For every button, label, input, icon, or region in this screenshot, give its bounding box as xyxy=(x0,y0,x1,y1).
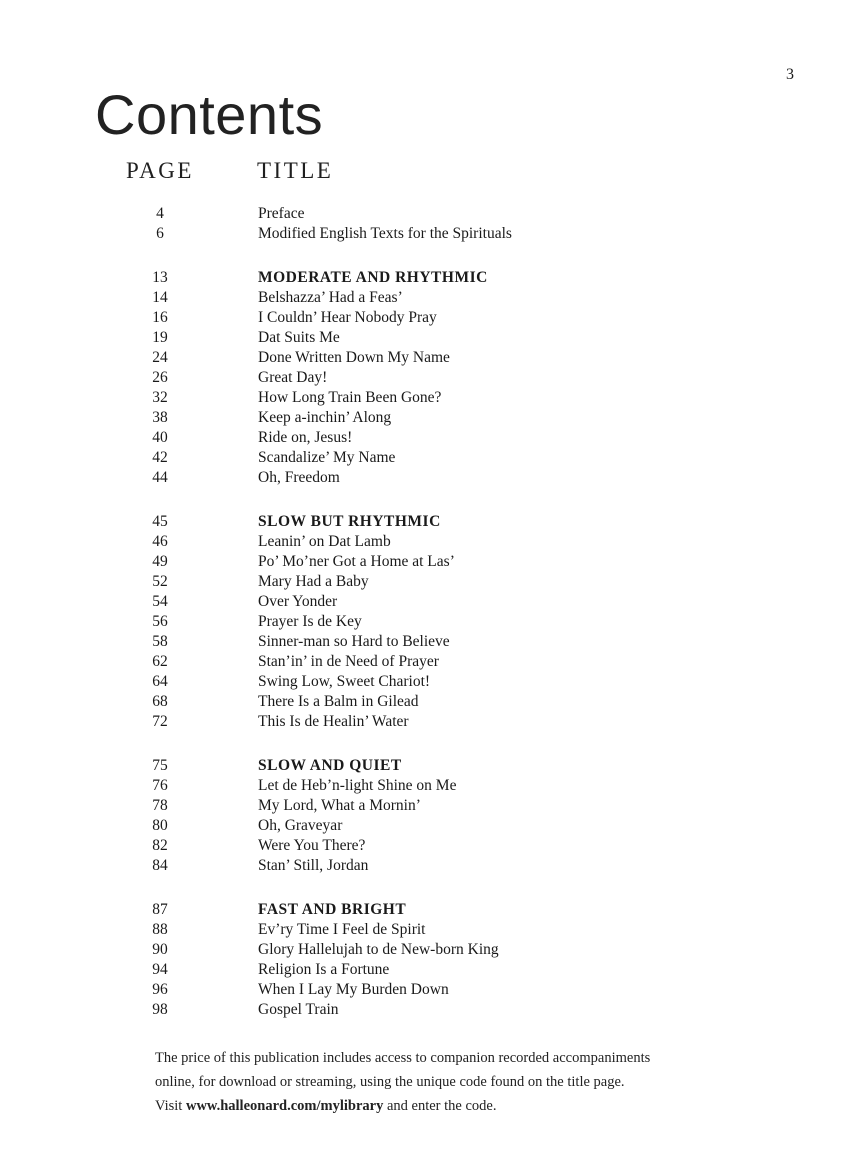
toc-title: Religion Is a Fortune xyxy=(258,961,390,978)
toc-row xyxy=(0,692,864,712)
toc-section xyxy=(0,204,864,244)
toc-page-number: 13 xyxy=(152,269,168,286)
toc-page-number: 46 xyxy=(152,533,168,550)
toc-row xyxy=(0,512,864,532)
toc-page-number: 72 xyxy=(152,713,168,730)
toc-page-number: 52 xyxy=(152,573,168,590)
toc-title: My Lord, What a Mornin’ xyxy=(258,797,421,814)
toc-title: Mary Had a Baby xyxy=(258,573,369,590)
page-title: Contents xyxy=(95,83,324,146)
toc-page-number: 80 xyxy=(152,817,168,834)
toc-row xyxy=(0,712,864,732)
toc-page-number: 98 xyxy=(152,1001,168,1018)
toc-section xyxy=(0,512,864,732)
toc-section xyxy=(0,268,864,488)
toc-title: Over Yonder xyxy=(258,593,338,610)
toc-row xyxy=(0,756,864,776)
toc-title: Ride on, Jesus! xyxy=(258,429,353,446)
footer-line-3 xyxy=(155,1094,775,1118)
toc-title: MODERATE AND RHYTHMIC xyxy=(258,269,488,286)
toc-title: This Is de Healin’ Water xyxy=(258,713,409,730)
toc-page-number: 68 xyxy=(152,693,168,710)
toc-page-number: 90 xyxy=(152,941,168,958)
toc-title: Done Written Down My Name xyxy=(258,349,450,366)
toc-title: FAST AND BRIGHT xyxy=(258,901,407,918)
footer-line-3-prefix: Visit xyxy=(155,1098,186,1114)
toc-title: Sinner-man so Hard to Believe xyxy=(258,633,450,650)
footer-line-2: online, for download or streaming, using the unique code found on the title page. xyxy=(155,1074,625,1090)
toc-title: Swing Low, Sweet Chariot! xyxy=(258,673,431,690)
toc-row xyxy=(0,960,864,980)
footer-note xyxy=(155,1046,775,1118)
toc-page-number: 96 xyxy=(152,981,168,998)
toc-page-number: 76 xyxy=(152,777,168,794)
toc-row xyxy=(0,652,864,672)
toc-row xyxy=(0,204,864,224)
toc-page-number: 94 xyxy=(152,961,168,978)
column-header-title: TITLE xyxy=(257,158,334,183)
toc-title: Preface xyxy=(258,205,305,222)
page-number: 3 xyxy=(786,66,794,83)
footer-line-1: The price of this publication includes access to companion recorded accompaniments xyxy=(155,1050,651,1066)
toc-section xyxy=(0,756,864,876)
toc-row xyxy=(0,532,864,552)
toc-row xyxy=(0,268,864,288)
toc-page-number: 78 xyxy=(152,797,168,814)
toc-title: When I Lay My Burden Down xyxy=(258,981,449,998)
toc-page-number: 32 xyxy=(152,389,168,406)
toc-page-number: 44 xyxy=(152,469,168,486)
toc-row xyxy=(0,348,864,368)
toc-title: Oh, Freedom xyxy=(258,469,340,486)
toc-row xyxy=(0,940,864,960)
toc-row xyxy=(0,612,864,632)
toc-row xyxy=(0,920,864,940)
toc-page-number: 45 xyxy=(152,513,168,530)
toc-row xyxy=(0,468,864,488)
toc-page-number: 64 xyxy=(152,673,168,690)
toc-page-number: 58 xyxy=(152,633,168,650)
toc-row xyxy=(0,856,864,876)
toc-title: Scandalize’ My Name xyxy=(258,449,396,466)
toc-row xyxy=(0,428,864,448)
toc-page-number: 24 xyxy=(152,349,168,366)
toc-page-number: 6 xyxy=(156,225,164,242)
toc-row xyxy=(0,900,864,920)
toc-row xyxy=(0,224,864,244)
toc-page-number: 54 xyxy=(152,593,168,610)
toc-title: Belshazza’ Had a Feas’ xyxy=(258,289,403,306)
toc-page-number: 38 xyxy=(152,409,168,426)
toc-row xyxy=(0,408,864,428)
toc-page-number: 49 xyxy=(152,553,168,570)
toc-page-number: 56 xyxy=(152,613,168,630)
toc-page-number: 40 xyxy=(152,429,168,446)
toc-title: How Long Train Been Gone? xyxy=(258,389,442,406)
toc-title: Prayer Is de Key xyxy=(258,613,362,630)
toc-row xyxy=(0,328,864,348)
toc-row xyxy=(0,980,864,1000)
toc-title: Glory Hallelujah to de New-born King xyxy=(258,941,499,958)
toc-row xyxy=(0,388,864,408)
toc-title: Dat Suits Me xyxy=(258,329,340,346)
toc-row xyxy=(0,308,864,328)
toc-title: Stan’in’ in de Need of Prayer xyxy=(258,653,439,670)
toc-page-number: 75 xyxy=(152,757,168,774)
toc-title: Po’ Mo’ner Got a Home at Las’ xyxy=(258,553,455,570)
toc-page-number: 14 xyxy=(152,289,168,306)
toc-section xyxy=(0,900,864,1020)
toc-row xyxy=(0,796,864,816)
column-header-page: PAGE xyxy=(126,158,194,183)
toc-page-number: 88 xyxy=(152,921,168,938)
toc-row xyxy=(0,1000,864,1020)
toc-page-number: 19 xyxy=(152,329,168,346)
toc xyxy=(0,204,864,1020)
toc-row xyxy=(0,816,864,836)
toc-title: Stan’ Still, Jordan xyxy=(258,857,369,874)
toc-title: Ev’ry Time I Feel de Spirit xyxy=(258,921,426,938)
toc-title: Modified English Texts for the Spirituals xyxy=(258,225,512,242)
toc-title: Gospel Train xyxy=(258,1001,339,1018)
toc-row xyxy=(0,572,864,592)
footer-line-3-suffix: and enter the code. xyxy=(383,1098,497,1114)
toc-row xyxy=(0,288,864,308)
toc-row xyxy=(0,552,864,572)
toc-title: Were You There? xyxy=(258,837,366,854)
toc-title: Leanin’ on Dat Lamb xyxy=(258,533,391,550)
toc-page-number: 62 xyxy=(152,653,168,670)
toc-page-number: 16 xyxy=(152,309,168,326)
footer-url: www.halleonard.com/mylibrary xyxy=(185,1098,384,1114)
toc-page-number: 82 xyxy=(152,837,168,854)
toc-title: Great Day! xyxy=(258,369,328,386)
toc-row xyxy=(0,672,864,692)
toc-row xyxy=(0,592,864,612)
toc-page-number: 84 xyxy=(152,857,168,874)
toc-title: Oh, Graveyar xyxy=(258,817,343,834)
toc-title: There Is a Balm in Gilead xyxy=(258,693,419,710)
toc-page-number: 87 xyxy=(152,901,168,918)
toc-title: SLOW AND QUIET xyxy=(258,757,402,774)
toc-page-number: 26 xyxy=(152,369,168,386)
toc-row xyxy=(0,836,864,856)
toc-row xyxy=(0,632,864,652)
toc-title: Keep a-inchin’ Along xyxy=(258,409,392,426)
toc-row xyxy=(0,368,864,388)
toc-title: Let de Heb’n-light Shine on Me xyxy=(258,777,457,794)
toc-title: SLOW BUT RHYTHMIC xyxy=(258,513,441,530)
toc-page-number: 4 xyxy=(156,205,164,222)
toc-title: I Couldn’ Hear Nobody Pray xyxy=(258,309,437,326)
toc-page-number: 42 xyxy=(152,449,168,466)
toc-row xyxy=(0,448,864,468)
toc-row xyxy=(0,776,864,796)
